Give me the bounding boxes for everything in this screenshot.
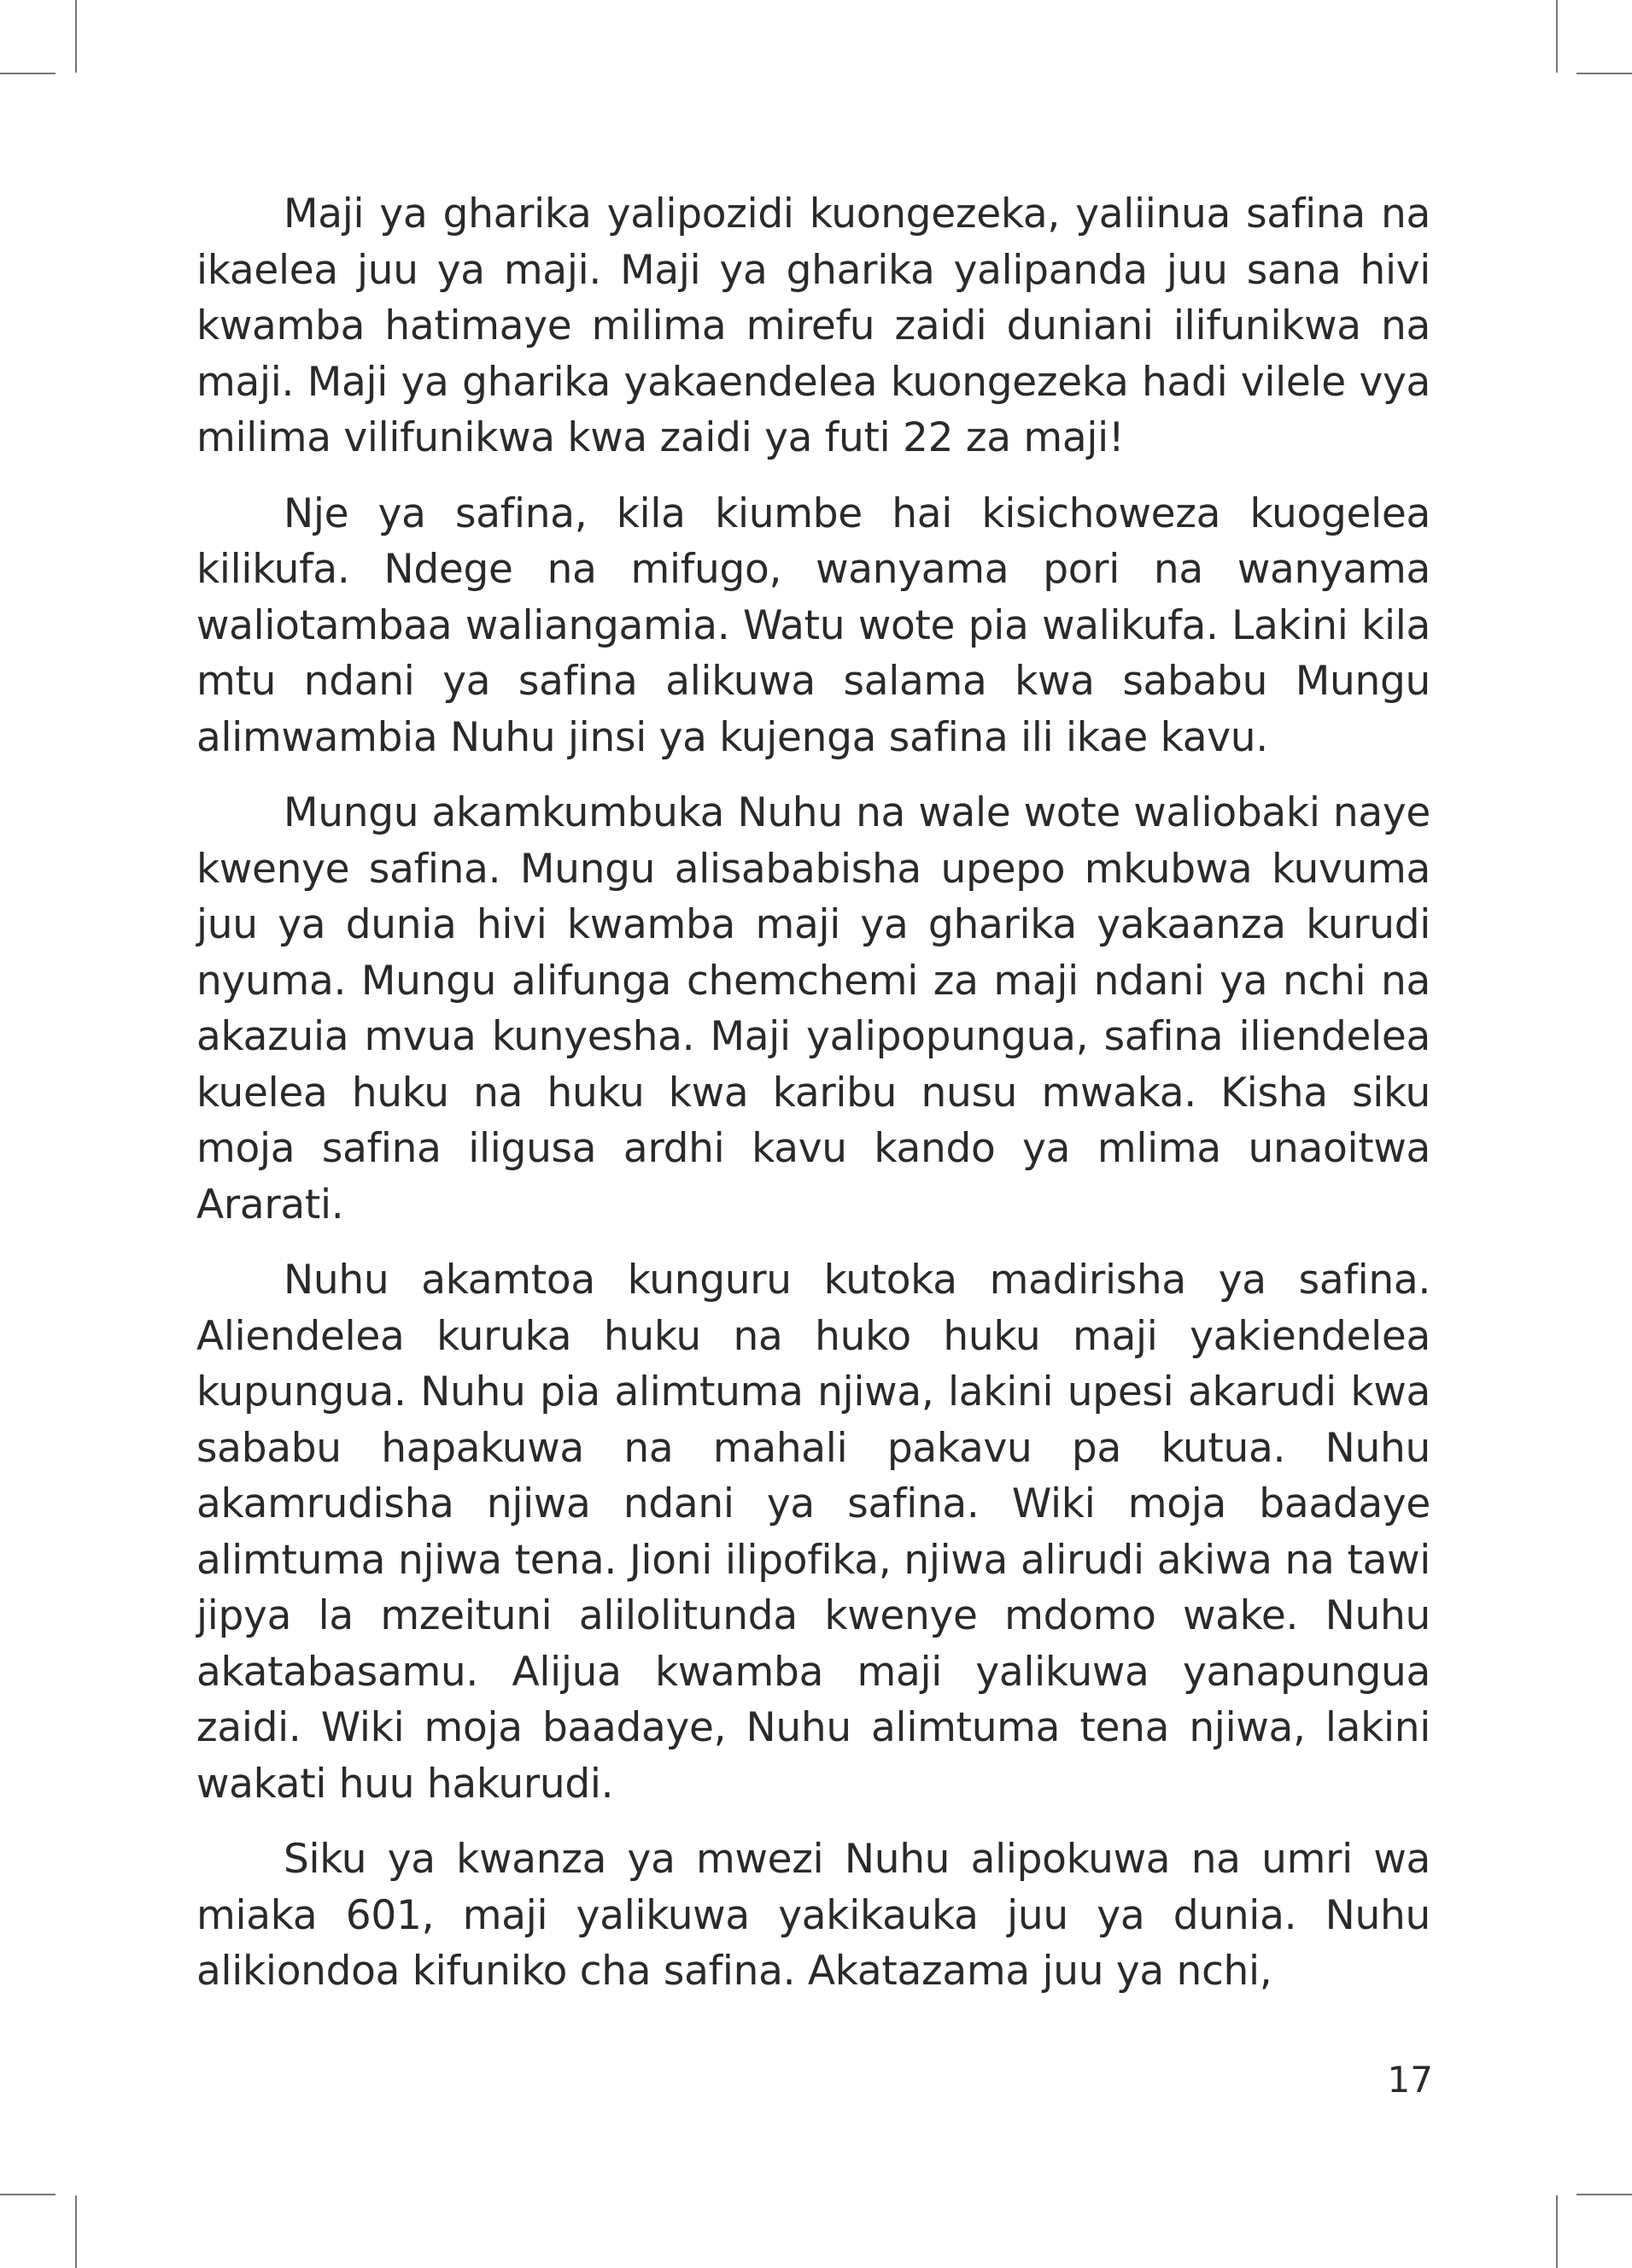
crop-mark-top-left-vertical [75, 0, 77, 73]
crop-mark-top-right-horizontal [1576, 73, 1632, 74]
paragraph-2: Nje ya safina, kila kiumbe hai kisichoweza kuogelea kilikufa. Ndege na mifugo, wanyama pori na wanyama waliotambaa waliangamia. Watu wote pia walikufa. Lakini kila mtu ndani ya safina alikuwa salama kwa sababu Mungu alimwambia Nuhu jinsi ya kujenga safina ili ikae kavu. [196, 489, 1430, 761]
paragraph-1: Maji ya gharika yalipozidi kuongezeka, yaliinua safina na ikaelea juu ya maji. Maji ya gharika yalipanda juu sana hivi kwamba hatimaye milima mirefu zaidi duniani ilifunikwa na maji. Maji ya gharika yakaendelea kuongezeka hadi vilele vya milima vilifunikwa kwa zaidi ya futi 22 za maji! [196, 190, 1430, 461]
crop-mark-bottom-left-vertical [75, 2195, 77, 2268]
paragraph-3: Mungu akamkumbuka Nuhu na wale wote waliobaki naye kwenye safina. Mungu alisababisha upepo mkubwa kuvuma juu ya dunia hivi kwamba maji ya gharika yakaanza kurudi nyuma. Mungu alifunga chemchemi za maji ndani ya nchi na akazuia mvua kunyesha. Maji yalipopungua, safina iliendelea kuelea huku na huku kwa karibu nusu mwaka. Kisha siku moja safina iligusa ardhi kavu kando ya mlima unaoitwa Ararati. [196, 789, 1430, 1228]
paragraph-4: Nuhu akamtoa kunguru kutoka madirisha ya safina. Aliendelea kuruka huku na huko huku maji yakiendelea kupungua. Nuhu pia alimtuma njiwa, lakini upesi akarudi kwa sababu hapakuwa na mahali pakavu pa kutua. Nuhu akamrudisha njiwa ndani ya safina. Wiki moja baadaye alimtuma njiwa tena. Jioni ilipofika, njiwa alirudi akiwa na tawi jipya la mzeituni alilolitunda kwenye mdomo wake. Nuhu akatabasamu. Alijua kwamba maji yalikuwa yanapungua zaidi. Wiki moja baadaye, Nuhu alimtuma tena njiwa, lakini wakati huu hakurudi. [196, 1257, 1430, 1808]
crop-mark-top-left-horizontal [0, 73, 56, 74]
crop-mark-bottom-right-vertical [1556, 2195, 1558, 2268]
paragraph-5: Siku ya kwanza ya mwezi Nuhu alipokuwa na umri wa miaka 601, maji yalikuwa yakikauka juu ya dunia. Nuhu alikiondoa kifuniko cha safina. Akatazama juu ya nchi, [196, 1836, 1430, 1995]
page-number: 17 [1387, 2059, 1433, 2101]
page-body [196, 186, 1430, 2000]
crop-mark-top-right-vertical [1556, 0, 1558, 73]
crop-mark-bottom-right-horizontal [1576, 2194, 1632, 2195]
crop-mark-bottom-left-horizontal [0, 2194, 56, 2195]
